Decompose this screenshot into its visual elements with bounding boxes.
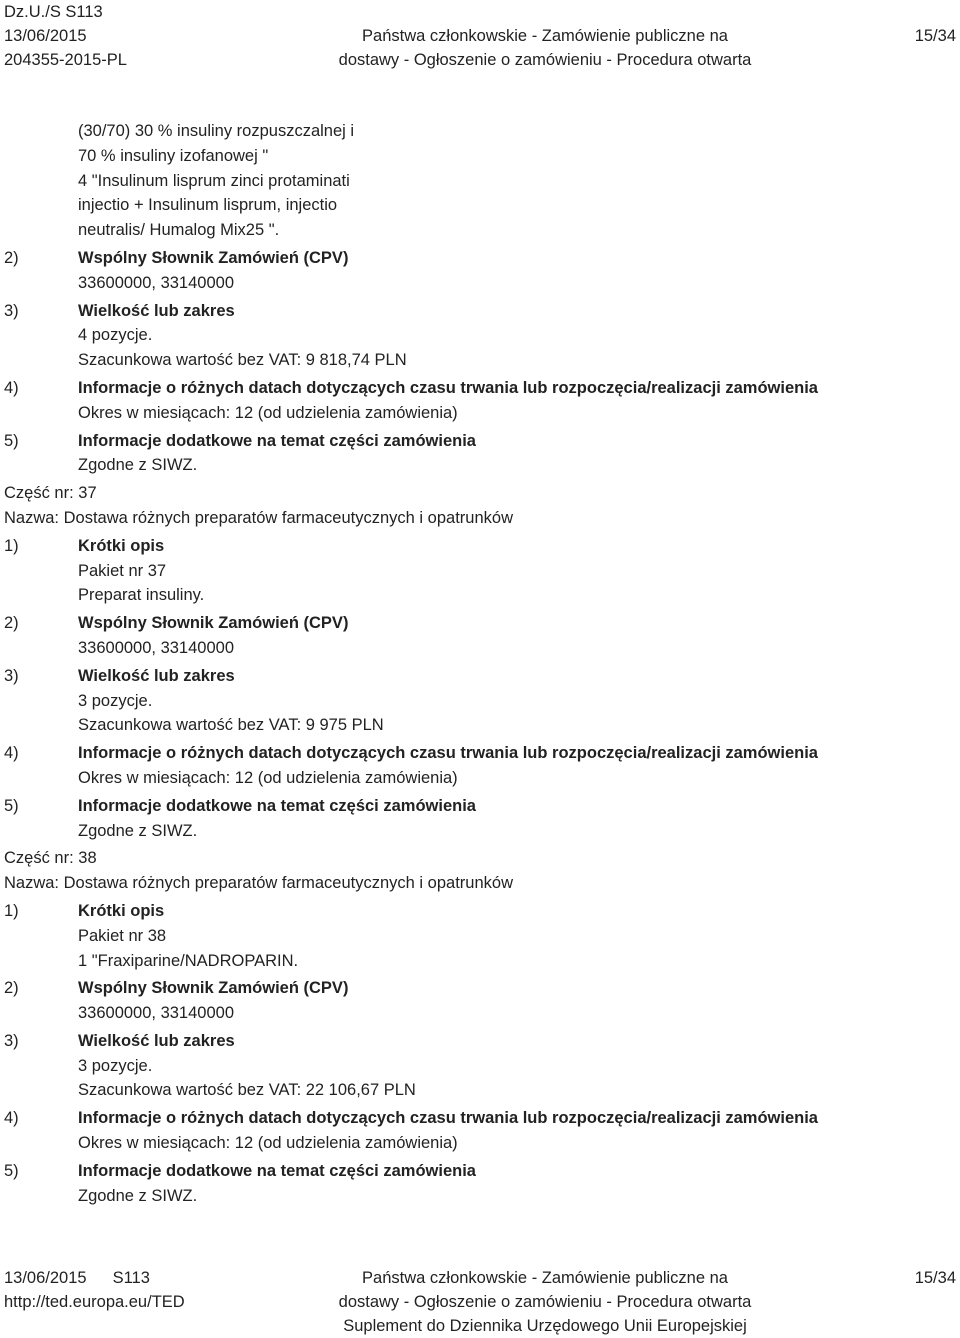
section-cpv: 2) Wspólny Słownik Zamówień (CPV) (4, 979, 349, 998)
section-cpv: 2) Wspólny Słownik Zamówień (CPV) (4, 614, 349, 633)
duration-value: Okres w miesiącach: 12 (od udzielenia zamówienia) (78, 768, 458, 787)
page-header (0, 0, 960, 70)
description-line: Preparat insuliny. (78, 586, 205, 605)
section-quantity: 3) Wielkość lub zakres (4, 301, 235, 320)
page-number: 15/34 (914, 27, 956, 45)
section-title: Wielkość lub zakres (78, 301, 235, 320)
section-quantity: 3) Wielkość lub zakres (4, 666, 235, 685)
lot-name: Nazwa: Dostawa różnych preparatów farmaceutycznych i opatrunków (4, 508, 513, 527)
header-left (4, 0, 127, 72)
intro-line: (30/70) 30 % insuliny rozpuszczalnej i (78, 122, 355, 140)
footer-left (4, 1266, 185, 1314)
journal-ref: Dz.U./S S113 (4, 3, 103, 21)
footer-title-3: Suplement do Dziennika Urzędowego Unii Europejskiej (343, 1317, 747, 1335)
section-title: Wielkość lub zakres (78, 666, 235, 685)
quantity-value: 4 pozycje. (78, 326, 153, 345)
section-additional-info: 5) Informacje dodatkowe na temat części zamówienia (4, 431, 476, 450)
quantity-value: 3 pozycje. (78, 1056, 153, 1075)
section-title: Wspólny Słownik Zamówień (CPV) (78, 248, 349, 267)
estimated-value: Szacunkowa wartość bez VAT: 9 975 PLN (78, 716, 384, 735)
intro-line: injectio + Insulinum lisprum, injectio (78, 196, 338, 215)
section-short-description: 1) Krótki opis (4, 536, 165, 555)
header-title-2: dostawy - Ogłoszenie o zamówieniu - Procedura otwarta (338, 51, 752, 69)
section-title: Informacje dodatkowe na temat części zamówienia (78, 796, 476, 815)
section-title: Informacje o różnych datach dotyczących czasu trwania lub rozpoczęcia/realizacji zamówienia (78, 378, 818, 397)
lot-37 (4, 481, 954, 843)
section-title: Informacje dodatkowe na temat części zamówienia (78, 431, 476, 450)
lot-name: Nazwa: Dostawa różnych preparatów farmaceutycznych i opatrunków (4, 874, 513, 893)
lot-number: Część nr: 38 (4, 849, 97, 868)
estimated-value: Szacunkowa wartość bez VAT: 22 106,67 PLN (78, 1081, 416, 1100)
footer-code: S113 (112, 1269, 150, 1287)
footer-title-2: dostawy - Ogłoszenie o zamówieniu - Procedura otwarta (338, 1293, 752, 1311)
additional-info-value: Zgodne z SIWZ. (78, 821, 198, 840)
section-cpv: 2) Wspólny Słownik Zamówień (CPV) (4, 248, 349, 267)
section-title: Krótki opis (78, 901, 165, 920)
header-date: 13/06/2015 (4, 27, 87, 45)
section-title: Informacje dodatkowe na temat części zamówienia (78, 1161, 476, 1180)
additional-info-value: Zgodne z SIWZ. (78, 1186, 198, 1205)
section-title: Informacje o różnych datach dotyczących czasu trwania lub rozpoczęcia/realizacji zamówienia (78, 1109, 818, 1128)
duration-value: Okres w miesiącach: 12 (od udzielenia zamówienia) (78, 403, 458, 422)
page-footer (0, 1266, 960, 1334)
lot-38 (4, 846, 954, 1208)
notice-id: 204355-2015-PL (4, 51, 127, 69)
section-short-description: 1) Krótki opis (4, 901, 165, 920)
ted-link[interactable]: http://ted.europa.eu/TED (4, 1293, 185, 1311)
description-line: Pakiet nr 37 (78, 561, 167, 580)
cpv-codes: 33600000, 33140000 (78, 1004, 234, 1023)
cpv-codes: 33600000, 33140000 (78, 638, 234, 657)
footer-center (310, 1266, 780, 1338)
document-body (4, 119, 954, 1208)
footer-page-number: 15/34 (914, 1269, 956, 1287)
description-line: Pakiet nr 38 (78, 926, 167, 945)
footer-date: 13/06/2015 (4, 1269, 87, 1287)
intro-line: 70 % insuliny izofanowej " (78, 146, 269, 165)
section-duration: 4) Informacje o różnych datach dotyczących czasu trwania lub rozpoczęcia/realizacji zamówienia (4, 1109, 818, 1128)
section-duration: 4) Informacje o różnych datach dotyczących czasu trwania lub rozpoczęcia/realizacji zamówienia (4, 378, 818, 397)
section-title: Informacje o różnych datach dotyczących czasu trwania lub rozpoczęcia/realizacji zamówienia (78, 744, 818, 763)
estimated-value: Szacunkowa wartość bez VAT: 9 818,74 PLN (78, 351, 407, 370)
duration-value: Okres w miesiącach: 12 (od udzielenia zamówienia) (78, 1134, 458, 1153)
section-title: Wspólny Słownik Zamówień (CPV) (78, 979, 349, 998)
section-quantity: 3) Wielkość lub zakres (4, 1031, 235, 1050)
section-title: Krótki opis (78, 536, 165, 555)
cpv-codes: 33600000, 33140000 (78, 273, 234, 292)
quantity-value: 3 pozycje. (78, 691, 153, 710)
intro-block (4, 119, 954, 478)
header-center (310, 0, 780, 72)
section-additional-info: 5) Informacje dodatkowe na temat części zamówienia (4, 1161, 476, 1180)
section-title: Wielkość lub zakres (78, 1031, 235, 1050)
additional-info-value: Zgodne z SIWZ. (78, 456, 198, 475)
lot-number: Część nr: 37 (4, 484, 97, 503)
header-right (915, 0, 956, 48)
intro-line: neutralis/ Humalog Mix25 ". (78, 221, 280, 240)
section-duration: 4) Informacje o różnych datach dotyczących czasu trwania lub rozpoczęcia/realizacji zamówienia (4, 744, 818, 763)
footer-right (915, 1266, 956, 1290)
intro-line: 4 "Insulinum lisprum zinci protaminati (78, 171, 350, 190)
section-title: Wspólny Słownik Zamówień (CPV) (78, 614, 349, 633)
section-additional-info: 5) Informacje dodatkowe na temat części zamówienia (4, 796, 476, 815)
description-line: 1 "Fraxiparine/NADROPARIN. (78, 951, 299, 970)
footer-title-1: Państwa członkowskie - Zamówienie publiczne na (362, 1269, 728, 1287)
header-title-1: Państwa członkowskie - Zamówienie publiczne na (362, 27, 728, 45)
